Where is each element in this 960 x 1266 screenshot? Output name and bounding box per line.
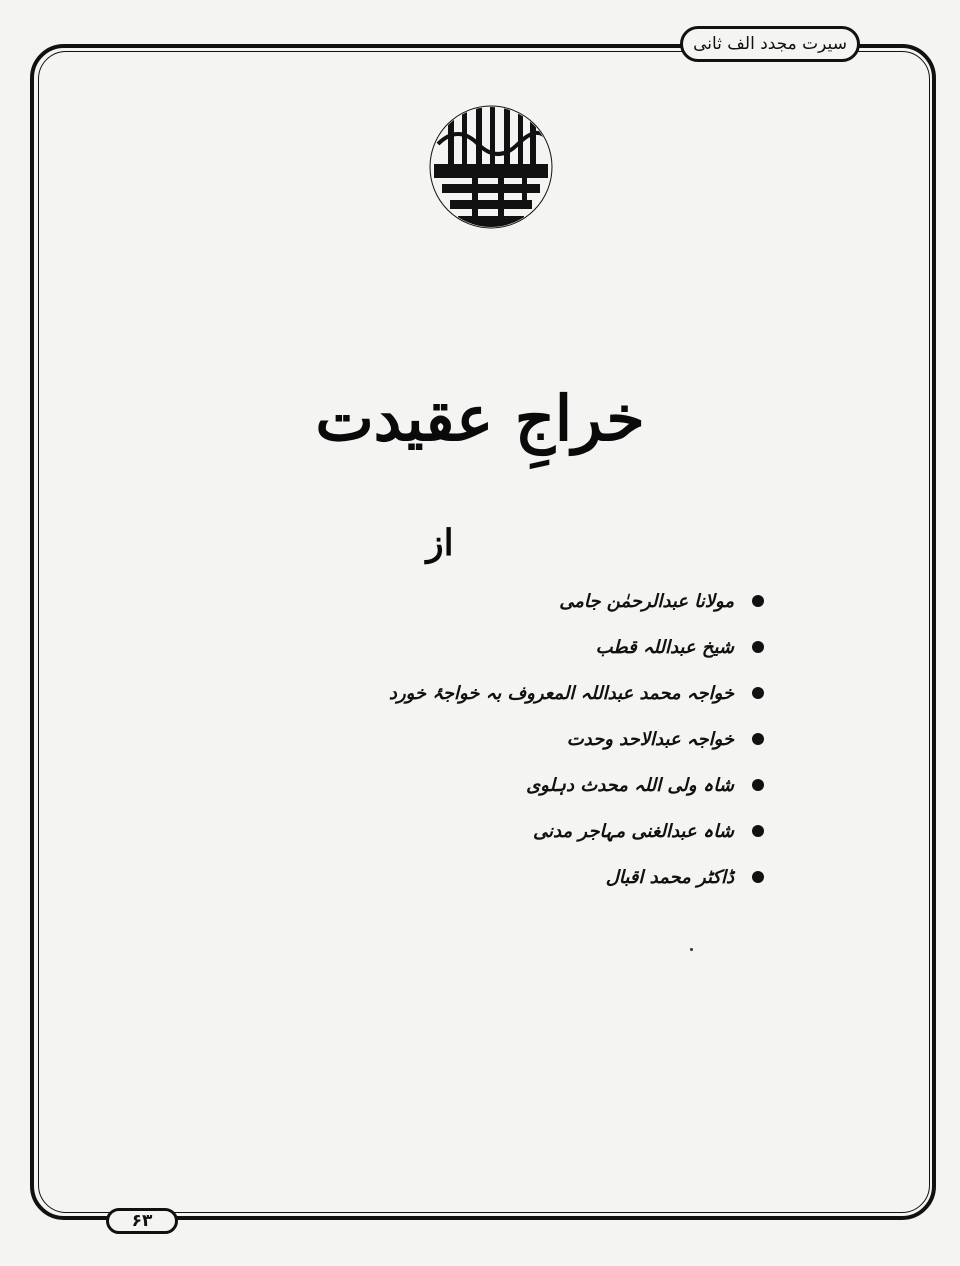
bullet-icon bbox=[752, 871, 764, 883]
author-name: خواجہ عبدالاحد وحدت bbox=[566, 728, 734, 750]
list-item bbox=[389, 670, 764, 716]
bullet-icon bbox=[752, 779, 764, 791]
list-item bbox=[389, 762, 764, 808]
bismillah-emblem bbox=[428, 104, 554, 230]
running-header bbox=[680, 26, 860, 62]
bismillah-calligraphy-icon bbox=[428, 104, 554, 230]
running-title: سیرت مجدد الف ثانی bbox=[693, 34, 847, 54]
list-item bbox=[389, 624, 764, 670]
from-label: از bbox=[426, 522, 454, 564]
bullet-icon bbox=[752, 595, 764, 607]
page-number-tab bbox=[106, 1208, 178, 1234]
author-name: مولانا عبدالرحمٰن جامی bbox=[559, 590, 734, 612]
author-name: خواجہ محمد عبداللہ المعروف بہ خواجۂ خورد bbox=[388, 682, 734, 704]
bullet-icon bbox=[752, 641, 764, 653]
list-item bbox=[389, 854, 764, 900]
page-title: خراجِ عقیدت bbox=[315, 382, 645, 455]
scan-speck bbox=[690, 948, 693, 951]
author-name: شیخ عبداللہ قطب bbox=[595, 636, 734, 658]
bullet-icon bbox=[752, 825, 764, 837]
author-name: ڈاکٹر محمد اقبال bbox=[605, 866, 734, 888]
list-item bbox=[389, 716, 764, 762]
page-number: ۶۳ bbox=[131, 1211, 153, 1231]
bullet-icon bbox=[752, 687, 764, 699]
list-item bbox=[389, 808, 764, 854]
bullet-icon bbox=[752, 733, 764, 745]
author-name: شاہ ولی اللہ محدث دہلوی bbox=[526, 774, 734, 796]
author-name: شاہ عبدالغنی مہاجر مدنی bbox=[533, 820, 734, 842]
list-item bbox=[389, 578, 764, 624]
authors-list bbox=[389, 578, 764, 900]
